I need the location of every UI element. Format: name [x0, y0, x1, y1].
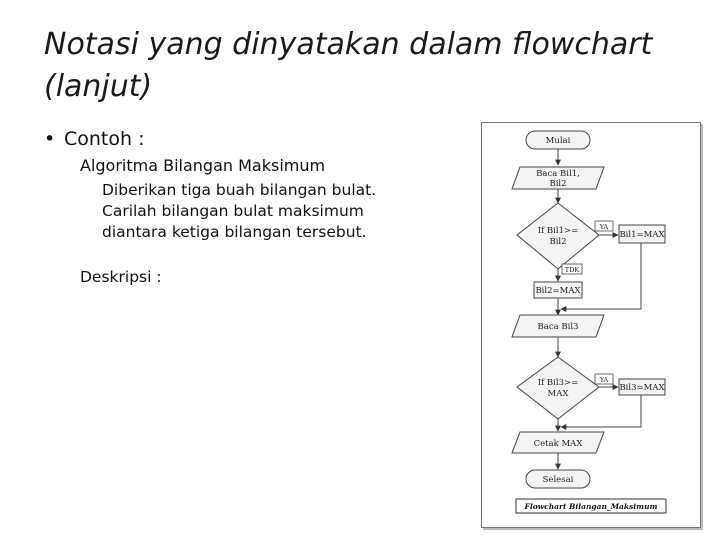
- decision-diamond: [517, 203, 599, 269]
- no-process-1-text: Bil2=MAX: [535, 286, 581, 296]
- input1-line1: Baca Bil1,: [536, 169, 580, 179]
- slide-title: Notasi yang dinyatakan dalam flowchart (lanjut): [44, 27, 653, 104]
- input2-text: Baca Bil3: [537, 322, 579, 332]
- description-line: Diberikan tiga buah bilangan bulat.: [102, 181, 377, 199]
- bullet-item: [44, 128, 145, 150]
- description-line: diantara ketiga bilangan tersebut.: [102, 223, 367, 241]
- no-label: TDK: [564, 266, 580, 274]
- yes-process-1-text: Bil1=MAX: [619, 230, 665, 240]
- end-text: Selesai: [542, 475, 574, 485]
- output-text: Cetak MAX: [533, 439, 583, 449]
- flowchart-diagram: [482, 123, 700, 527]
- deskripsi-label: Deskripsi :: [80, 268, 162, 286]
- flowchart-figure: [481, 122, 701, 528]
- bullet-text: Contoh :: [64, 128, 145, 150]
- decision1-line1: If Bil1>=: [537, 226, 579, 236]
- decision-diamond: [517, 357, 599, 419]
- flowchart-caption: Flowchart Bilangan_Maksimum: [524, 502, 658, 511]
- description-line: Carilah bilangan bulat maksimum: [102, 202, 364, 220]
- decision2-line1: If Bil3>=: [537, 378, 579, 388]
- yes-label: YA: [599, 376, 609, 384]
- algorithm-heading: Algoritma Bilangan Maksimum: [80, 156, 326, 175]
- start-text: Mulai: [545, 136, 571, 146]
- input1-line2: Bil2: [549, 179, 567, 189]
- yes-label: YA: [599, 223, 609, 231]
- bullet-dot: •: [44, 128, 56, 150]
- decision2-line2: MAX: [547, 389, 569, 399]
- yes-process-2-text: Bil3=MAX: [619, 383, 665, 393]
- decision1-line2: Bil2: [549, 237, 567, 247]
- problem-description: [102, 180, 376, 243]
